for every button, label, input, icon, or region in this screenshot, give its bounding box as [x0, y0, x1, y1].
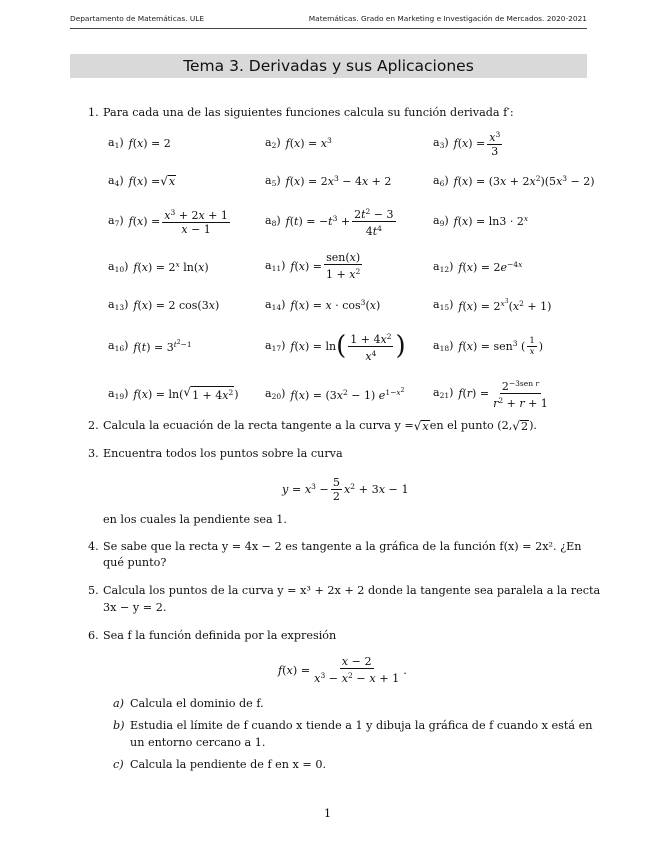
header-department: Departamento de Matemáticas. ULE [70, 14, 205, 23]
exercise-6b-line2: un entorno cercano a 1. [130, 736, 266, 749]
exercise-6b-line1: Estudia el límite de f cuando x tiende a 1 y dibuja la gráfica de f cuando x está en [130, 719, 593, 732]
function-a19: $a_{19}$) f(x) = ln( √ $1 + 4x^2$ ) [108, 385, 239, 402]
function-a8: $a_8$) $f(t) = -t^3$ + $\frac{2t^2 - 3}{4t^4}$ [265, 206, 394, 238]
exercise-3-equation: $y = x^3$ − $\frac{5}{2}$ $x^2 + 3x - 1$ [282, 475, 409, 503]
function-a18: $a_{18}$) f(x) = sen$^3$ ( $\frac{1}{x}$ ) [433, 335, 544, 357]
function-a5: $a_5$) $f(x) = 2x^3 - 4x + 2$ [265, 174, 392, 188]
exercise-3-text: Encuentra todos los puntos sobre la curva [103, 447, 343, 460]
exercise-6b-label: b) [113, 719, 125, 732]
function-a13: $a_{13}$) f(x) = 2 cos(3x) [108, 298, 220, 312]
function-a12: $a_{12}$) $f(x) = 2e^{-4x}$ [433, 260, 523, 274]
exercise-6a-label: a) [113, 697, 125, 710]
function-a3: $a_3$) f(x) = $\frac{x^3}{3}$ [433, 130, 501, 158]
exercise-2-text: Calcula la ecuación de la recta tangente a la curva y = √ x en el punto (2, √ 2 ). [103, 418, 537, 433]
exercise-5-number: 5. [88, 584, 99, 597]
exercise-6c-text: Calcula la pendiente de f en x = 0. [130, 758, 326, 771]
function-a14: $a_{14}$) $f(x) = x \cdot \cos^3(x)$ [265, 298, 381, 312]
exercise-6-text: Sea f la función definida por la expresión [103, 629, 337, 642]
exercise-5-line2: 3x − y = 2. [103, 601, 167, 614]
exercise-4-line1: Se sabe que la recta y = 4x − 2 es tangente a la gráfica de la función f(x) = 2x². ¿En [103, 540, 582, 553]
exercise-6a-text: Calcula el dominio de f. [130, 697, 264, 710]
exercise-1-number: 1. [88, 106, 99, 119]
function-a7: $a_7$) f(x) = $\frac{x^3 + 2x + 1}{x - 1}$ [108, 208, 228, 236]
function-a10: $a_{10}$) $f(x) = 2^x$ ln(x) [108, 260, 209, 274]
function-a15: $a_{15}$) $f(x) = 2^{x^3}(x^2 + 1)$ [433, 297, 552, 313]
function-a16: $a_{16}$) $f(t) = 3^{t^2-1}$ [108, 338, 192, 354]
exercise-3-after: en los cuales la pendiente sea 1. [103, 513, 287, 526]
function-a21: $a_{21}$) f(r) = $\frac{2^{-3sen r}}{r^2 + r + 1}$ [433, 378, 548, 410]
function-a11: $a_{11}$) f(x) = $\frac{\text{sen(x)}}{1 + x^2}$ [265, 251, 361, 281]
page-title: Tema 3. Derivadas y sus Aplicaciones [70, 54, 587, 78]
exercise-3-number: 3. [88, 447, 99, 460]
exercise-4-line2: qué punto? [103, 556, 167, 569]
exercise-2-number: 2. [88, 419, 99, 432]
function-a17: $a_{17}$) f(x) = ln ( $\frac{1 + 4x^2}{x^4}$ ) [265, 331, 406, 363]
header-course: Matemáticas. Grado en Marketing e Investigación de Mercados. 2020-2021 [308, 14, 587, 23]
exercise-6-function: f(x) = $\frac{x - 2}{x^3 - x^2 - x + 1}$ . [278, 655, 407, 685]
exercise-4-number: 4. [88, 540, 99, 553]
function-a20: $a_{20}$) $f(x) = (3x^2 - 1)$ $e^{1-x^2}$ [265, 386, 405, 402]
page-number: 1 [323, 806, 332, 820]
header-rule [70, 28, 587, 29]
exercise-6-number: 6. [88, 629, 99, 642]
function-a4: $a_4$) f(x) = √ x [108, 173, 176, 188]
function-a2: $a_2$) $f(x) = x^3$ [265, 136, 332, 150]
function-a6: $a_6$) $f(x) = (3x + 2x^2)(5x^3 - 2)$ [433, 174, 595, 188]
function-a9: $a_9$) $f(x) = \ln 3 \cdot 2^x$ [433, 214, 529, 228]
exercise-6c-label: c) [113, 758, 124, 771]
exercise-1-text: Para cada una de las siguientes funciones calcula su función derivada f′: [103, 106, 514, 119]
function-a1: $a_1$) f(x) = 2 [108, 136, 171, 150]
exercise-5-line1: Calcula los puntos de la curva y = x³ + 2x + 2 donde la tangente sea paralela a la recta [103, 584, 601, 597]
